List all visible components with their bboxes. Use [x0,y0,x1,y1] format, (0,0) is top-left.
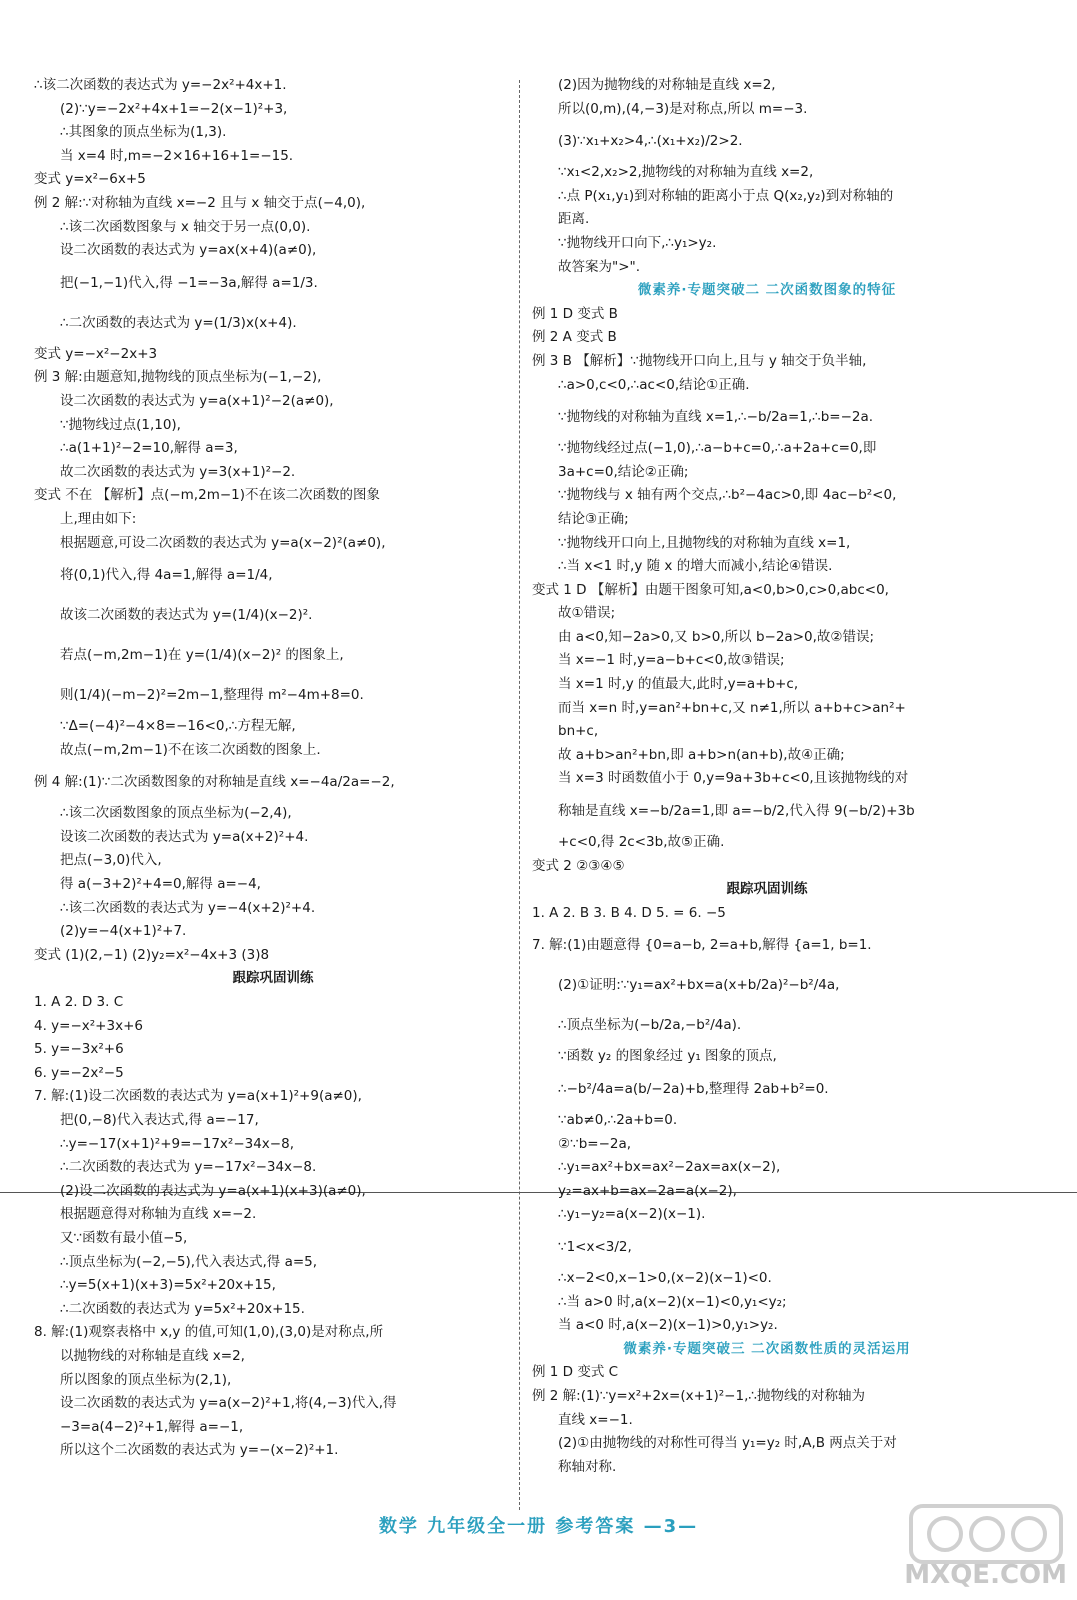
text-line: bn+c, [558,723,599,740]
text-line: ∴顶点坐标为(−2,−5),代入表达式,得 a=5, [60,1253,318,1270]
column-divider [519,80,520,1510]
text-line: ∴y=5(x+1)(x+3)=5x²+20x+15, [60,1277,276,1294]
text-line: ∴点 P(x₁,y₁)到对称轴的距离小于点 Q(x₂,y₂)到对称轴的 [558,187,894,204]
text-line: ∵ab≠0,∴2a+b=0. [558,1112,678,1128]
text-line: 例 2 解:(1)∵y=x²+2x=(x+1)²−1,∴抛物线的对称轴为 [532,1387,865,1404]
text-line: 则(1/4)(−m−2)²=2m−1,整理得 m²−4m+8=0. [60,687,364,704]
text-line: 当 x=−1 时,y=a−b+c<0,故③错误; [558,652,785,669]
section-title: 微素养·专题突破三 二次函数性质的灵活运用 [623,1340,911,1357]
text-line: ∴二次函数的表达式为 y=(1/3)x(x+4). [60,314,297,331]
text-line: 设二次函数的表达式为 y=a(x−2)²+1,将(4,−3)代入,得 [60,1395,397,1412]
text-line: 得 a(−3+2)²+4=0,解得 a=−4, [60,876,261,893]
text-line: 而当 x=n 时,y=an²+bn+c,又 n≠1,所以 a+b+c>an²+ [558,699,906,716]
text-line: 变式 不在 【解析】点(−m,2m−1)不在该二次函数的图象 [34,487,381,504]
text-line: 故点(−m,2m−1)不在该二次函数的图象上. [60,741,321,758]
text-line: 以抛物线的对称轴是直线 x=2, [60,1347,245,1364]
text-line: (2)①由抛物线的对称性可得当 y₁=y₂ 时,A,B 两点关于对 [558,1435,897,1452]
text-line: 当 a<0 时,a(x−2)(x−1)>0,y₁>y₂. [558,1317,778,1334]
text-line: 例 1 D 变式 B [532,305,618,322]
text-line: 5. y=−3x²+6 [34,1041,124,1058]
text-line: (3)∵x₁+x₂>4,∴(x₁+x₂)/2>2. [558,133,743,150]
text-line: 例 1 D 变式 C [532,1364,619,1381]
text-line: ∴−b²/4a=a(b/−2a)+b,整理得 2ab+b²=0. [558,1081,829,1097]
text-line: ∴二次函数的表达式为 y=−17x²−34x−8. [60,1159,317,1176]
text-line: 7. 解:(1)由题意得 {0=a−b, 2=a+b,解得 {a=1, b=1. [532,937,872,954]
text-line: 1. A 2. D 3. C [34,994,124,1011]
text-line: ∴当 x<1 时,y 随 x 的增大而减小,结论④错误. [558,558,833,575]
text-line: 根据题意得对称轴为直线 x=−2. [60,1206,257,1223]
text-line: 根据题意,可设二次函数的表达式为 y=a(x−2)²(a≠0), [60,534,386,551]
text-line: ∵抛物线与 x 轴有两个交点,∴b²−4ac>0,即 4ac−b²<0, [558,487,897,504]
text-line: 7. 解:(1)设二次函数的表达式为 y=a(x+1)²+9(a≠0), [34,1088,362,1105]
text-line: 3a+c=0,结论②正确; [558,463,689,480]
section-title: 跟踪巩固训练 [726,881,808,898]
text-line: 将(0,1)代入,得 4a=1,解得 a=1/4, [60,567,273,584]
text-line: ∴x−2<0,x−1>0,(x−2)(x−1)<0. [558,1269,772,1286]
text-line: 故二次函数的表达式为 y=3(x+1)²−2. [60,463,296,480]
text-line: 设二次函数的表达式为 y=ax(x+4)(a≠0), [60,242,317,259]
text-line: ∵Δ=(−4)²−4×8=−16<0,∴方程无解, [60,718,296,735]
text-line: ∵抛物线的对称轴为直线 x=1,∴−b/2a=1,∴b=−2a. [558,409,874,426]
text-line: 故 a+b>an²+bn,即 a+b>n(an+b),故④正确; [558,746,845,763]
text-line: ∵x₁<2,x₂>2,抛物线的对称轴为直线 x=2, [558,164,814,181]
text-line: 设该二次函数的表达式为 y=a(x+2)²+4. [60,828,309,845]
text-line: (2)①证明:∵y₁=ax²+bx=a(x+b/2a)²−b²/4a, [558,977,840,994]
text-line: ∴二次函数的表达式为 y=5x²+20x+15. [60,1300,305,1317]
text-line: −3=a(4−2)²+1,解得 a=−1, [60,1418,244,1435]
text-line: ∵抛物线经过点(−1,0),∴a−b+c=0,∴a+2a+c=0,即 [558,440,877,457]
text-line: 把(−1,−1)代入,得 −1=−3a,解得 a=1/3. [60,274,318,291]
section-title: 跟踪巩固训练 [232,970,314,987]
text-line: ∴y₁−y₂=a(x−2)(x−1). [558,1206,706,1223]
text-line: ∵抛物线开口向下,∴y₁>y₂. [558,234,717,251]
text-line: ∵抛物线开口向上,且抛物线的对称轴为直线 x=1, [558,534,851,551]
text-line: ∴y=−17(x+1)²+9=−17x²−34x−8, [60,1135,294,1152]
text-line: ∵1<x<3/2, [558,1238,632,1255]
text-line: 直线 x=−1. [558,1411,633,1428]
text-line: 由 a<0,知−2a>0,又 b>0,所以 b−2a>0,故②错误; [558,628,875,645]
text-line: 4. y=−x²+3x+6 [34,1017,143,1034]
text-line: y₂=ax+b=ax−2a=a(x−2), [558,1182,737,1199]
text-line: 把(0,−8)代入表达式,得 a=−17, [60,1112,259,1128]
text-line: 变式 y=x²−6x+5 [34,171,146,188]
text-line: 例 3 解:由题意知,抛物线的顶点坐标为(−1,−2), [34,369,322,386]
text-line: ∴当 a>0 时,a(x−2)(x−1)<0,y₁<y₂; [558,1293,787,1310]
text-line: 若点(−m,2m−1)在 y=(1/4)(x−2)² 的图象上, [60,647,344,664]
text-line: 变式 y=−x²−2x+3 [34,345,158,362]
text-line: 1. A 2. B 3. B 4. D 5. = 6. −5 [532,904,726,921]
left-column [34,74,512,1463]
text-line: (2)设二次函数的表达式为 y=a(x+1)(x+3)(a≠0), [60,1182,366,1199]
text-line: 故答案为">". [558,258,641,275]
text-line: ∴该二次函数图象与 x 轴交于另一点(0,0). [60,218,311,235]
text-line: ∴该二次函数的表达式为 y=−4(x+2)²+4. [60,899,316,916]
text-line: ∴顶点坐标为(−b/2a,−b²/4a). [558,1017,742,1034]
text-line: 例 3 B 【解析】∵抛物线开口向上,且与 y 轴交于负半轴, [532,352,867,369]
text-line: +c<0,得 2c<3b,故⑤正确. [558,834,725,851]
text-line: 当 x=4 时,m=−2×16+16+1=−15. [60,147,294,164]
text-line: 变式 2 ②③④⑤ [532,857,625,874]
text-line: ∴其图象的顶点坐标为(1,3). [60,124,227,141]
text-line: 故该二次函数的表达式为 y=(1/4)(x−2)². [60,607,313,624]
text-line: ②∵b=−2a, [558,1135,632,1152]
text-line: 6. y=−2x²−5 [34,1064,124,1081]
text-line: 8. 解:(1)观察表格中 x,y 的值,可知(1,0),(3,0)是对称点,所 [34,1324,384,1341]
text-line: (2)y=−4(x+1)²+7. [60,923,187,940]
text-line: (2)因为抛物线的对称轴是直线 x=2, [558,77,776,93]
text-line: 称轴对称. [558,1458,617,1475]
page-footer: 数学 九年级全一册 参考答案 —3— [378,1516,699,1537]
text-line: ∴a(1+1)²−2=10,解得 a=3, [60,440,238,457]
text-line: 例 2 A 变式 B [532,329,617,346]
text-line: 又∵函数有最小值−5, [60,1229,188,1246]
text-line: 把点(−3,0)代入, [60,852,162,869]
text-line: 所以图象的顶点坐标为(2,1), [60,1371,232,1388]
text-line: 所以这个二次函数的表达式为 y=−(x−2)²+1. [60,1442,339,1459]
text-line: 故①错误; [558,605,616,622]
text-line: 所以(0,m),(4,−3)是对称点,所以 m=−3. [558,100,808,117]
text-line: ∵抛物线过点(1,10), [60,416,181,433]
section-title: 微素养·专题突破二 二次函数图象的特征 [637,282,897,299]
watermark-text: MXQE.COM [904,1560,1067,1590]
text-line: ∵函数 y₂ 的图象经过 y₁ 图象的顶点, [558,1048,777,1065]
text-line: 当 x=1 时,y 的值最大,此时,y=a+b+c, [558,676,799,693]
right-column [532,74,1002,1479]
text-line: 当 x=3 时函数值小于 0,y=9a+3b+c<0,且该抛物线的对 [558,770,909,787]
text-line: ∴y₁=ax²+bx=ax²−2ax=ax(x−2), [558,1159,781,1176]
text-line: 变式 1 D 【解析】由题干图象可知,a<0,b>0,c>0,abc<0, [532,581,889,598]
text-line: (2)∵y=−2x²+4x+1=−2(x−1)²+3, [60,100,288,117]
text-line: 结论③正确; [558,510,629,527]
text-line: ∴该二次函数图象的顶点坐标为(−2,4), [60,805,292,822]
text-line: ∴a>0,c<0,∴ac<0,结论①正确. [558,376,750,393]
text-line: 上,理由如下: [60,510,137,527]
text-line: 距离. [558,211,590,228]
text-line: 例 2 解:∵对称轴为直线 x=−2 且与 x 轴交于点(−4,0), [34,194,366,211]
text-line: 设二次函数的表达式为 y=a(x+1)²−2(a≠0), [60,392,334,409]
text-line: ∴该二次函数的表达式为 y=−2x²+4x+1. [34,77,287,93]
text-line: 称轴是直线 x=−b/2a=1,即 a=−b/2,代入得 9(−b/2)+3b [558,803,915,820]
text-line: 变式 (1)(2,−1) (2)y₂=x²−4x+3 (3)8 [34,946,270,963]
text-line: 例 4 解:(1)∵二次函数图象的对称轴是直线 x=−4a/2a=−2, [34,774,395,791]
